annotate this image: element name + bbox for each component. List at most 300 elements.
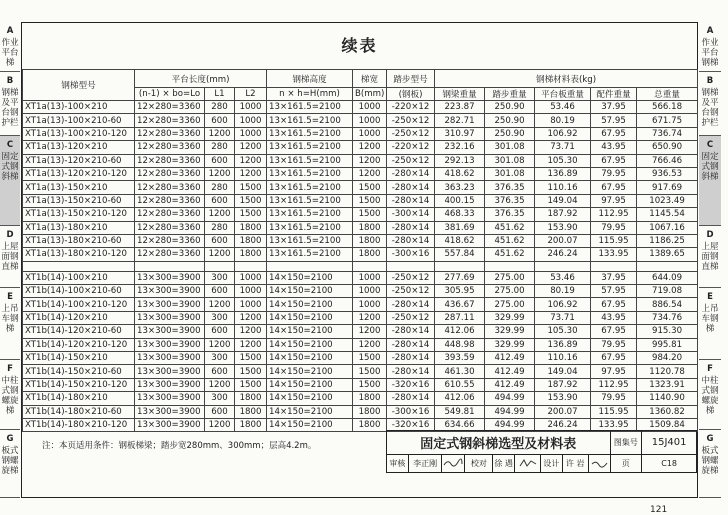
side-tab-d — [699, 226, 721, 288]
xt1a-cell: 133.95 — [591, 248, 637, 261]
side-tab-c — [699, 136, 721, 226]
xt1b-cell: 1500 — [235, 365, 267, 378]
xt1b-cell: 915.30 — [637, 325, 698, 338]
page-number: 121 — [650, 505, 668, 515]
xt1a-cell: 1000 — [353, 127, 387, 140]
xt1b-cell: XT1b(14)-120×210-120 — [23, 338, 135, 351]
col-l2: L2 — [235, 88, 267, 101]
xt1a-cell: 1067.16 — [637, 221, 698, 234]
table-row — [23, 141, 698, 154]
xt1b-cell: 494.99 — [485, 405, 535, 418]
xt1b-cell: 1000 — [353, 285, 387, 298]
left-side-tabs — [0, 22, 20, 498]
xt1a-cell: XT1a(13)-180×210 — [23, 221, 135, 234]
xt1b-cell: 644.09 — [637, 271, 698, 284]
xt1b-cell: 300 — [205, 271, 235, 284]
xt1a-cell: 600 — [205, 194, 235, 207]
xt1b-cell: 13×300=3900 — [135, 285, 205, 298]
xt1a-cell: 1500 — [353, 194, 387, 207]
xt1b-cell: 14×150=2100 — [267, 418, 353, 431]
xt1a-cell: 232.16 — [435, 141, 485, 154]
xt1a-cell: XT1a(13)-150×210 — [23, 181, 135, 194]
xt1b-cell: 110.16 — [535, 352, 591, 365]
xt1b-cell: 14×150=2100 — [267, 311, 353, 324]
xt1b-cell: 1500 — [353, 378, 387, 391]
xt1a-cell: 1186.25 — [637, 234, 698, 247]
xt1a-cell: 600 — [205, 154, 235, 167]
xt1a-cell: 80.19 — [535, 114, 591, 127]
signature-mark — [443, 458, 463, 468]
xt1b-cell: 1000 — [235, 271, 267, 284]
xt1b-cell: 461.30 — [435, 365, 485, 378]
xt1b-cell: 277.69 — [435, 271, 485, 284]
xt1a-cell: 1500 — [235, 194, 267, 207]
xt1a-cell: 67.95 — [591, 127, 637, 140]
xt1a-cell: 13×161.5=2100 — [267, 181, 353, 194]
xt1a-cell: 12×280=3360 — [135, 167, 205, 180]
xt1a-cell: -280×14 — [387, 194, 435, 207]
xt1a-cell: 1023.49 — [637, 194, 698, 207]
side-tab-letter: G — [6, 434, 14, 444]
col-tread-weight: 踏步重量 — [485, 88, 535, 101]
xt1a-cell: 12×280=3360 — [135, 181, 205, 194]
separator-cell — [23, 261, 135, 271]
xt1b-cell: 412.49 — [485, 352, 535, 365]
xt1b-cell: 448.98 — [435, 338, 485, 351]
xt1a-cell: -280×14 — [387, 181, 435, 194]
xt1b-cell: 57.95 — [591, 285, 637, 298]
xt1a-cell: 12×280=3360 — [135, 221, 205, 234]
designer-name: 许 岩 — [562, 455, 588, 473]
side-tab-text: 上屋面钢直梯 — [1, 242, 19, 272]
side-tab-c — [0, 136, 20, 226]
side-tab-letter: B — [6, 76, 14, 86]
xt1b-cell: 1323.91 — [637, 378, 698, 391]
xt1b-cell: 300 — [205, 311, 235, 324]
col-platform: 平台长度(mm) — [135, 70, 267, 88]
xt1b-cell: 246.24 — [535, 418, 591, 431]
xt1b-cell: 634.66 — [435, 418, 485, 431]
xt1a-cell: 1200 — [205, 167, 235, 180]
xt1a-cell: 1500 — [235, 181, 267, 194]
xt1b-cell: 200.07 — [535, 405, 591, 418]
xt1b-cell: 14×150=2100 — [267, 271, 353, 284]
col-width: 梯宽 — [353, 70, 387, 88]
separator-cell — [235, 261, 267, 271]
xt1a-cell: 13×161.5=2100 — [267, 221, 353, 234]
xt1b-cell: 1509.84 — [637, 418, 698, 431]
xt1b-cell: 106.92 — [535, 298, 591, 311]
side-tab-g — [699, 430, 721, 498]
side-tab-letter: E — [7, 292, 13, 302]
xt1a-cell: -220×12 — [387, 141, 435, 154]
xt1a-cell: 12×280=3360 — [135, 154, 205, 167]
xt1b-cell: 1200 — [353, 338, 387, 351]
table-row — [23, 127, 698, 140]
xt1b-cell: 393.59 — [435, 352, 485, 365]
xt1b-cell: 886.54 — [637, 298, 698, 311]
xt1b-cell: 1800 — [235, 405, 267, 418]
xt1a-cell: 363.23 — [435, 181, 485, 194]
xt1a-cell: 73.71 — [535, 141, 591, 154]
xt1b-cell: 1800 — [353, 405, 387, 418]
side-tab-letter: E — [707, 292, 713, 302]
side-tab-text: 钢梯及平台钢护栏 — [701, 88, 719, 128]
header-row — [23, 70, 698, 88]
atlas-number: 15J401 — [642, 431, 697, 455]
xt1a-cell: 310.97 — [435, 127, 485, 140]
xt1b-cell: 80.19 — [535, 285, 591, 298]
xt1a-cell: 13×161.5=2100 — [267, 141, 353, 154]
xt1b-cell: 13×300=3900 — [135, 271, 205, 284]
xt1a-cell: 250.90 — [485, 127, 535, 140]
xt1b-cell: 1200 — [205, 418, 235, 431]
xt1a-cell: 13×161.5=2100 — [267, 101, 353, 114]
table-row — [23, 365, 698, 378]
xt1a-cell: XT1a(13)-120×210-60 — [23, 154, 135, 167]
xt1b-cell: 412.06 — [435, 325, 485, 338]
reviewer-signature — [442, 455, 465, 473]
xt1a-cell: 1500 — [353, 208, 387, 221]
xt1a-cell: 1800 — [353, 248, 387, 261]
xt1b-cell: XT1b(14)-100×210 — [23, 271, 135, 284]
col-tread: 踏步型号 — [387, 70, 435, 88]
xt1b-cell: 734.76 — [637, 311, 698, 324]
xt1a-cell: 418.62 — [435, 234, 485, 247]
xt1a-cell: 250.90 — [485, 101, 535, 114]
xt1b-cell: 1200 — [235, 338, 267, 351]
xt1a-cell: 1000 — [353, 101, 387, 114]
side-tab-text: 固定式钢斜梯 — [1, 152, 19, 182]
xt1a-cell: -220×12 — [387, 101, 435, 114]
xt1a-cell: 13×161.5=2100 — [267, 167, 353, 180]
xt1a-cell: 376.35 — [485, 208, 535, 221]
xt1b-cell: 115.95 — [591, 405, 637, 418]
xt1a-cell: 1200 — [205, 127, 235, 140]
side-tab-letter: G — [706, 434, 714, 444]
xt1b-cell: 149.04 — [535, 365, 591, 378]
side-tab-d — [0, 226, 20, 288]
xt1b-cell: 412.49 — [485, 378, 535, 391]
xt1b-cell: 494.99 — [485, 392, 535, 405]
xt1a-cell: 766.46 — [637, 154, 698, 167]
col-platform-weight: 平台板重量 — [535, 88, 591, 101]
xt1b-cell: 13×300=3900 — [135, 378, 205, 391]
col-width-unit: B(mm) — [353, 88, 387, 101]
xt1a-cell: 43.95 — [591, 141, 637, 154]
xt1b-cell: 275.00 — [485, 298, 535, 311]
xt1b-cell: 37.95 — [591, 271, 637, 284]
signature-mark — [518, 458, 538, 468]
designer-signature — [588, 455, 610, 473]
xt1a-cell: 13×161.5=2100 — [267, 114, 353, 127]
xt1a-cell: 650.90 — [637, 141, 698, 154]
xt1a-cell: 1200 — [235, 141, 267, 154]
xt1a-cell: 1000 — [235, 114, 267, 127]
xt1b-cell: 14×150=2100 — [267, 365, 353, 378]
side-tab-g — [0, 430, 20, 498]
xt1a-cell: 13×161.5=2100 — [267, 194, 353, 207]
table-row — [23, 248, 698, 261]
xt1a-cell: 53.46 — [535, 101, 591, 114]
side-tab-letter: A — [706, 26, 714, 36]
xt1a-cell: 736.74 — [637, 127, 698, 140]
xt1a-cell: 13×161.5=2100 — [267, 127, 353, 140]
side-tab-a — [699, 22, 721, 72]
xt1b-cell: 305.95 — [435, 285, 485, 298]
xt1b-cell: 13×300=3900 — [135, 365, 205, 378]
side-tab-letter: B — [706, 76, 714, 86]
table-row — [23, 101, 698, 114]
xt1b-cell: -250×12 — [387, 271, 435, 284]
side-tab-text: 固定式钢斜梯 — [701, 152, 719, 182]
xt1a-cell: 12×280=3360 — [135, 101, 205, 114]
xt1a-cell: -300×16 — [387, 248, 435, 261]
group-separator — [23, 261, 698, 271]
separator-cell — [135, 261, 205, 271]
xt1b-cell: 14×150=2100 — [267, 325, 353, 338]
xt1a-cell: XT1a(13)-100×210-60 — [23, 114, 135, 127]
xt1b-cell: 719.08 — [637, 285, 698, 298]
xt1a-cell: 280 — [205, 221, 235, 234]
xt1a-cell: 301.08 — [485, 167, 535, 180]
xt1a-cell: 1800 — [235, 248, 267, 261]
side-tab-e — [699, 288, 721, 360]
xt1b-cell: 610.55 — [435, 378, 485, 391]
side-tab-text: 上吊车钢梯 — [1, 304, 19, 334]
table-row — [23, 298, 698, 311]
xt1a-cell: 600 — [205, 234, 235, 247]
xt1a-cell: 110.16 — [535, 181, 591, 194]
xt1b-cell: 1140.90 — [637, 392, 698, 405]
xt1b-cell: 1200 — [235, 311, 267, 324]
separator-cell — [535, 261, 591, 271]
xt1a-cell: 12×280=3360 — [135, 141, 205, 154]
xt1a-cell: 153.90 — [535, 221, 591, 234]
xt1b-cell: 1500 — [235, 352, 267, 365]
xt1b-cell: 13×300=3900 — [135, 311, 205, 324]
xt1a-cell: 1000 — [235, 101, 267, 114]
table-row — [23, 392, 698, 405]
side-tab-text: 中柱式钢螺旋梯 — [1, 376, 19, 416]
xt1b-cell: 995.81 — [637, 338, 698, 351]
xt1b-cell: XT1b(14)-120×210-60 — [23, 325, 135, 338]
xt1a-cell: 106.92 — [535, 127, 591, 140]
xt1b-cell: 984.20 — [637, 352, 698, 365]
checker-name: 徐 遇 — [493, 455, 515, 473]
xt1a-cell: 400.15 — [435, 194, 485, 207]
xt1b-cell: -250×12 — [387, 285, 435, 298]
xt1b-cell: 275.00 — [485, 271, 535, 284]
table-row — [23, 325, 698, 338]
xt1a-cell: -250×12 — [387, 127, 435, 140]
separator-cell — [205, 261, 235, 271]
xt1a-cell: 376.35 — [485, 194, 535, 207]
table-row — [23, 378, 698, 391]
xt1b-cell: XT1b(14)-150×210-120 — [23, 378, 135, 391]
side-tab-text: 上屋面钢直梯 — [701, 242, 719, 272]
right-side-tabs — [699, 22, 721, 498]
xt1a-cell: XT1a(13)-120×210 — [23, 141, 135, 154]
xt1a-cell: 936.53 — [637, 167, 698, 180]
xt1a-cell: 280 — [205, 181, 235, 194]
side-tab-f — [699, 360, 721, 430]
xt1a-cell: -300×14 — [387, 208, 435, 221]
xt1a-cell: 112.95 — [591, 208, 637, 221]
side-tab-letter: C — [6, 140, 14, 150]
xt1b-cell: -280×14 — [387, 352, 435, 365]
xt1a-cell: XT1a(13)-180×210-120 — [23, 248, 135, 261]
xt1a-cell: 1800 — [235, 221, 267, 234]
xt1b-cell: 1360.82 — [637, 405, 698, 418]
xt1a-cell: 280 — [205, 101, 235, 114]
xt1b-cell: 329.99 — [485, 325, 535, 338]
xt1b-cell: 14×150=2100 — [267, 338, 353, 351]
side-tab-letter: F — [7, 364, 13, 374]
reviewer-name: 李正刚 — [408, 455, 442, 473]
table-row — [23, 208, 698, 221]
xt1a-cell: XT1a(13)-100×210-120 — [23, 127, 135, 140]
xt1b-cell: 1200 — [205, 338, 235, 351]
xt1b-cell: XT1b(14)-180×210-60 — [23, 405, 135, 418]
xt1a-cell: 1000 — [353, 114, 387, 127]
xt1a-cell: 1200 — [205, 248, 235, 261]
xt1a-cell: 1200 — [235, 154, 267, 167]
xt1b-cell: 105.30 — [535, 325, 591, 338]
xt1a-cell: XT1a(13)-120×210-120 — [23, 167, 135, 180]
xt1b-cell: 1200 — [205, 378, 235, 391]
xt1b-cell: 436.67 — [435, 298, 485, 311]
table-row — [23, 271, 698, 284]
xt1a-cell: 1200 — [353, 167, 387, 180]
side-tab-b — [0, 72, 20, 136]
xt1b-cell: 14×150=2100 — [267, 378, 353, 391]
xt1b-cell: 287.11 — [435, 311, 485, 324]
table-row — [23, 114, 698, 127]
xt1a-cell: 79.95 — [591, 221, 637, 234]
xt1b-cell: 1200 — [205, 298, 235, 311]
xt1b-cell: 13×300=3900 — [135, 298, 205, 311]
table-row — [23, 338, 698, 351]
xt1b-cell: 13×300=3900 — [135, 405, 205, 418]
xt1a-cell: 451.62 — [485, 248, 535, 261]
xt1b-cell: 153.90 — [535, 392, 591, 405]
xt1b-cell: 1800 — [235, 418, 267, 431]
xt1a-cell: 149.04 — [535, 194, 591, 207]
xt1b-cell: 13×300=3900 — [135, 325, 205, 338]
xt1a-cell: 600 — [205, 114, 235, 127]
xt1b-cell: XT1b(14)-180×210-120 — [23, 418, 135, 431]
xt1b-cell: XT1b(14)-100×210-60 — [23, 285, 135, 298]
drawing-frame — [21, 22, 698, 498]
xt1a-cell: 13×161.5=2100 — [267, 248, 353, 261]
side-tab-b — [699, 72, 721, 136]
xt1a-cell: 12×280=3360 — [135, 208, 205, 221]
xt1a-cell: 1500 — [353, 181, 387, 194]
col-parts-weight: 配件重量 — [591, 88, 637, 101]
xt1b-cell: 329.99 — [485, 338, 535, 351]
xt1a-cell: 57.95 — [591, 114, 637, 127]
xt1b-cell: 67.95 — [591, 325, 637, 338]
xt1b-cell: -300×16 — [387, 405, 435, 418]
review-label: 审核 — [387, 455, 409, 473]
xt1b-cell: 1000 — [353, 298, 387, 311]
xt1b-cell: 1200 — [353, 325, 387, 338]
xt1a-cell: 1145.54 — [637, 208, 698, 221]
table-row — [23, 285, 698, 298]
xt1b-cell: 67.95 — [591, 352, 637, 365]
side-tab-letter: A — [6, 26, 14, 36]
xt1b-cell: 187.92 — [535, 378, 591, 391]
xt1a-cell: 67.95 — [591, 181, 637, 194]
xt1b-cell: 79.95 — [591, 392, 637, 405]
xt1b-cell: 13×300=3900 — [135, 418, 205, 431]
xt1b-cell: 1800 — [235, 392, 267, 405]
xt1a-cell: 566.18 — [637, 101, 698, 114]
side-tab-text: 作业平台钢梯 — [701, 38, 719, 68]
xt1a-cell: 136.89 — [535, 167, 591, 180]
side-tab-text: 板式钢螺旋梯 — [701, 446, 719, 476]
atlas-label: 图集号 — [610, 431, 642, 455]
xt1b-cell: -320×16 — [387, 378, 435, 391]
xt1b-cell: 43.95 — [591, 311, 637, 324]
separator-cell — [435, 261, 485, 271]
xt1a-cell: 1800 — [353, 234, 387, 247]
xt1b-cell: 14×150=2100 — [267, 352, 353, 365]
xt1a-cell: 200.07 — [535, 234, 591, 247]
separator-cell — [591, 261, 637, 271]
xt1a-cell: 1200 — [353, 154, 387, 167]
xt1b-cell: 14×150=2100 — [267, 392, 353, 405]
side-tab-text: 上吊车钢梯 — [701, 304, 719, 334]
separator-cell — [267, 261, 353, 271]
xt1a-cell: 418.62 — [435, 167, 485, 180]
xt1a-cell: 301.08 — [485, 141, 535, 154]
xt1a-cell: 451.62 — [485, 221, 535, 234]
col-total-weight: 总重量 — [637, 88, 698, 101]
separator-cell — [353, 261, 387, 271]
xt1b-cell: 1500 — [353, 365, 387, 378]
xt1a-cell: 1000 — [235, 127, 267, 140]
xt1b-cell: XT1b(14)-180×210 — [23, 392, 135, 405]
page-code: C18 — [642, 455, 697, 473]
xt1b-cell: 133.95 — [591, 418, 637, 431]
xt1a-cell: -250×12 — [387, 114, 435, 127]
xt1b-cell: -250×12 — [387, 311, 435, 324]
xt1a-cell: 246.24 — [535, 248, 591, 261]
xt1b-cell: XT1b(14)-150×210 — [23, 352, 135, 365]
xt1a-cell: XT1a(13)-150×210-60 — [23, 194, 135, 207]
xt1b-cell: 275.00 — [485, 285, 535, 298]
xt1a-cell: 37.95 — [591, 101, 637, 114]
xt1b-cell: 494.99 — [485, 418, 535, 431]
xt1b-cell: -280×14 — [387, 365, 435, 378]
xt1b-cell: 97.95 — [591, 365, 637, 378]
xt1a-cell: 187.92 — [535, 208, 591, 221]
xt1a-cell: 280 — [205, 141, 235, 154]
xt1b-cell: 14×150=2100 — [267, 405, 353, 418]
side-tab-text: 钢梯及平台钢护栏 — [1, 88, 19, 128]
xt1b-cell: 1200 — [235, 325, 267, 338]
side-tab-letter: C — [706, 140, 714, 150]
xt1b-cell: -280×14 — [387, 338, 435, 351]
xt1a-cell: 1800 — [353, 221, 387, 234]
xt1b-cell: 73.71 — [535, 311, 591, 324]
xt1b-cell: 1800 — [353, 392, 387, 405]
xt1a-cell: 13×161.5=2100 — [267, 208, 353, 221]
side-tab-text: 作业平台梯 — [1, 38, 19, 68]
xt1a-cell: 917.69 — [637, 181, 698, 194]
